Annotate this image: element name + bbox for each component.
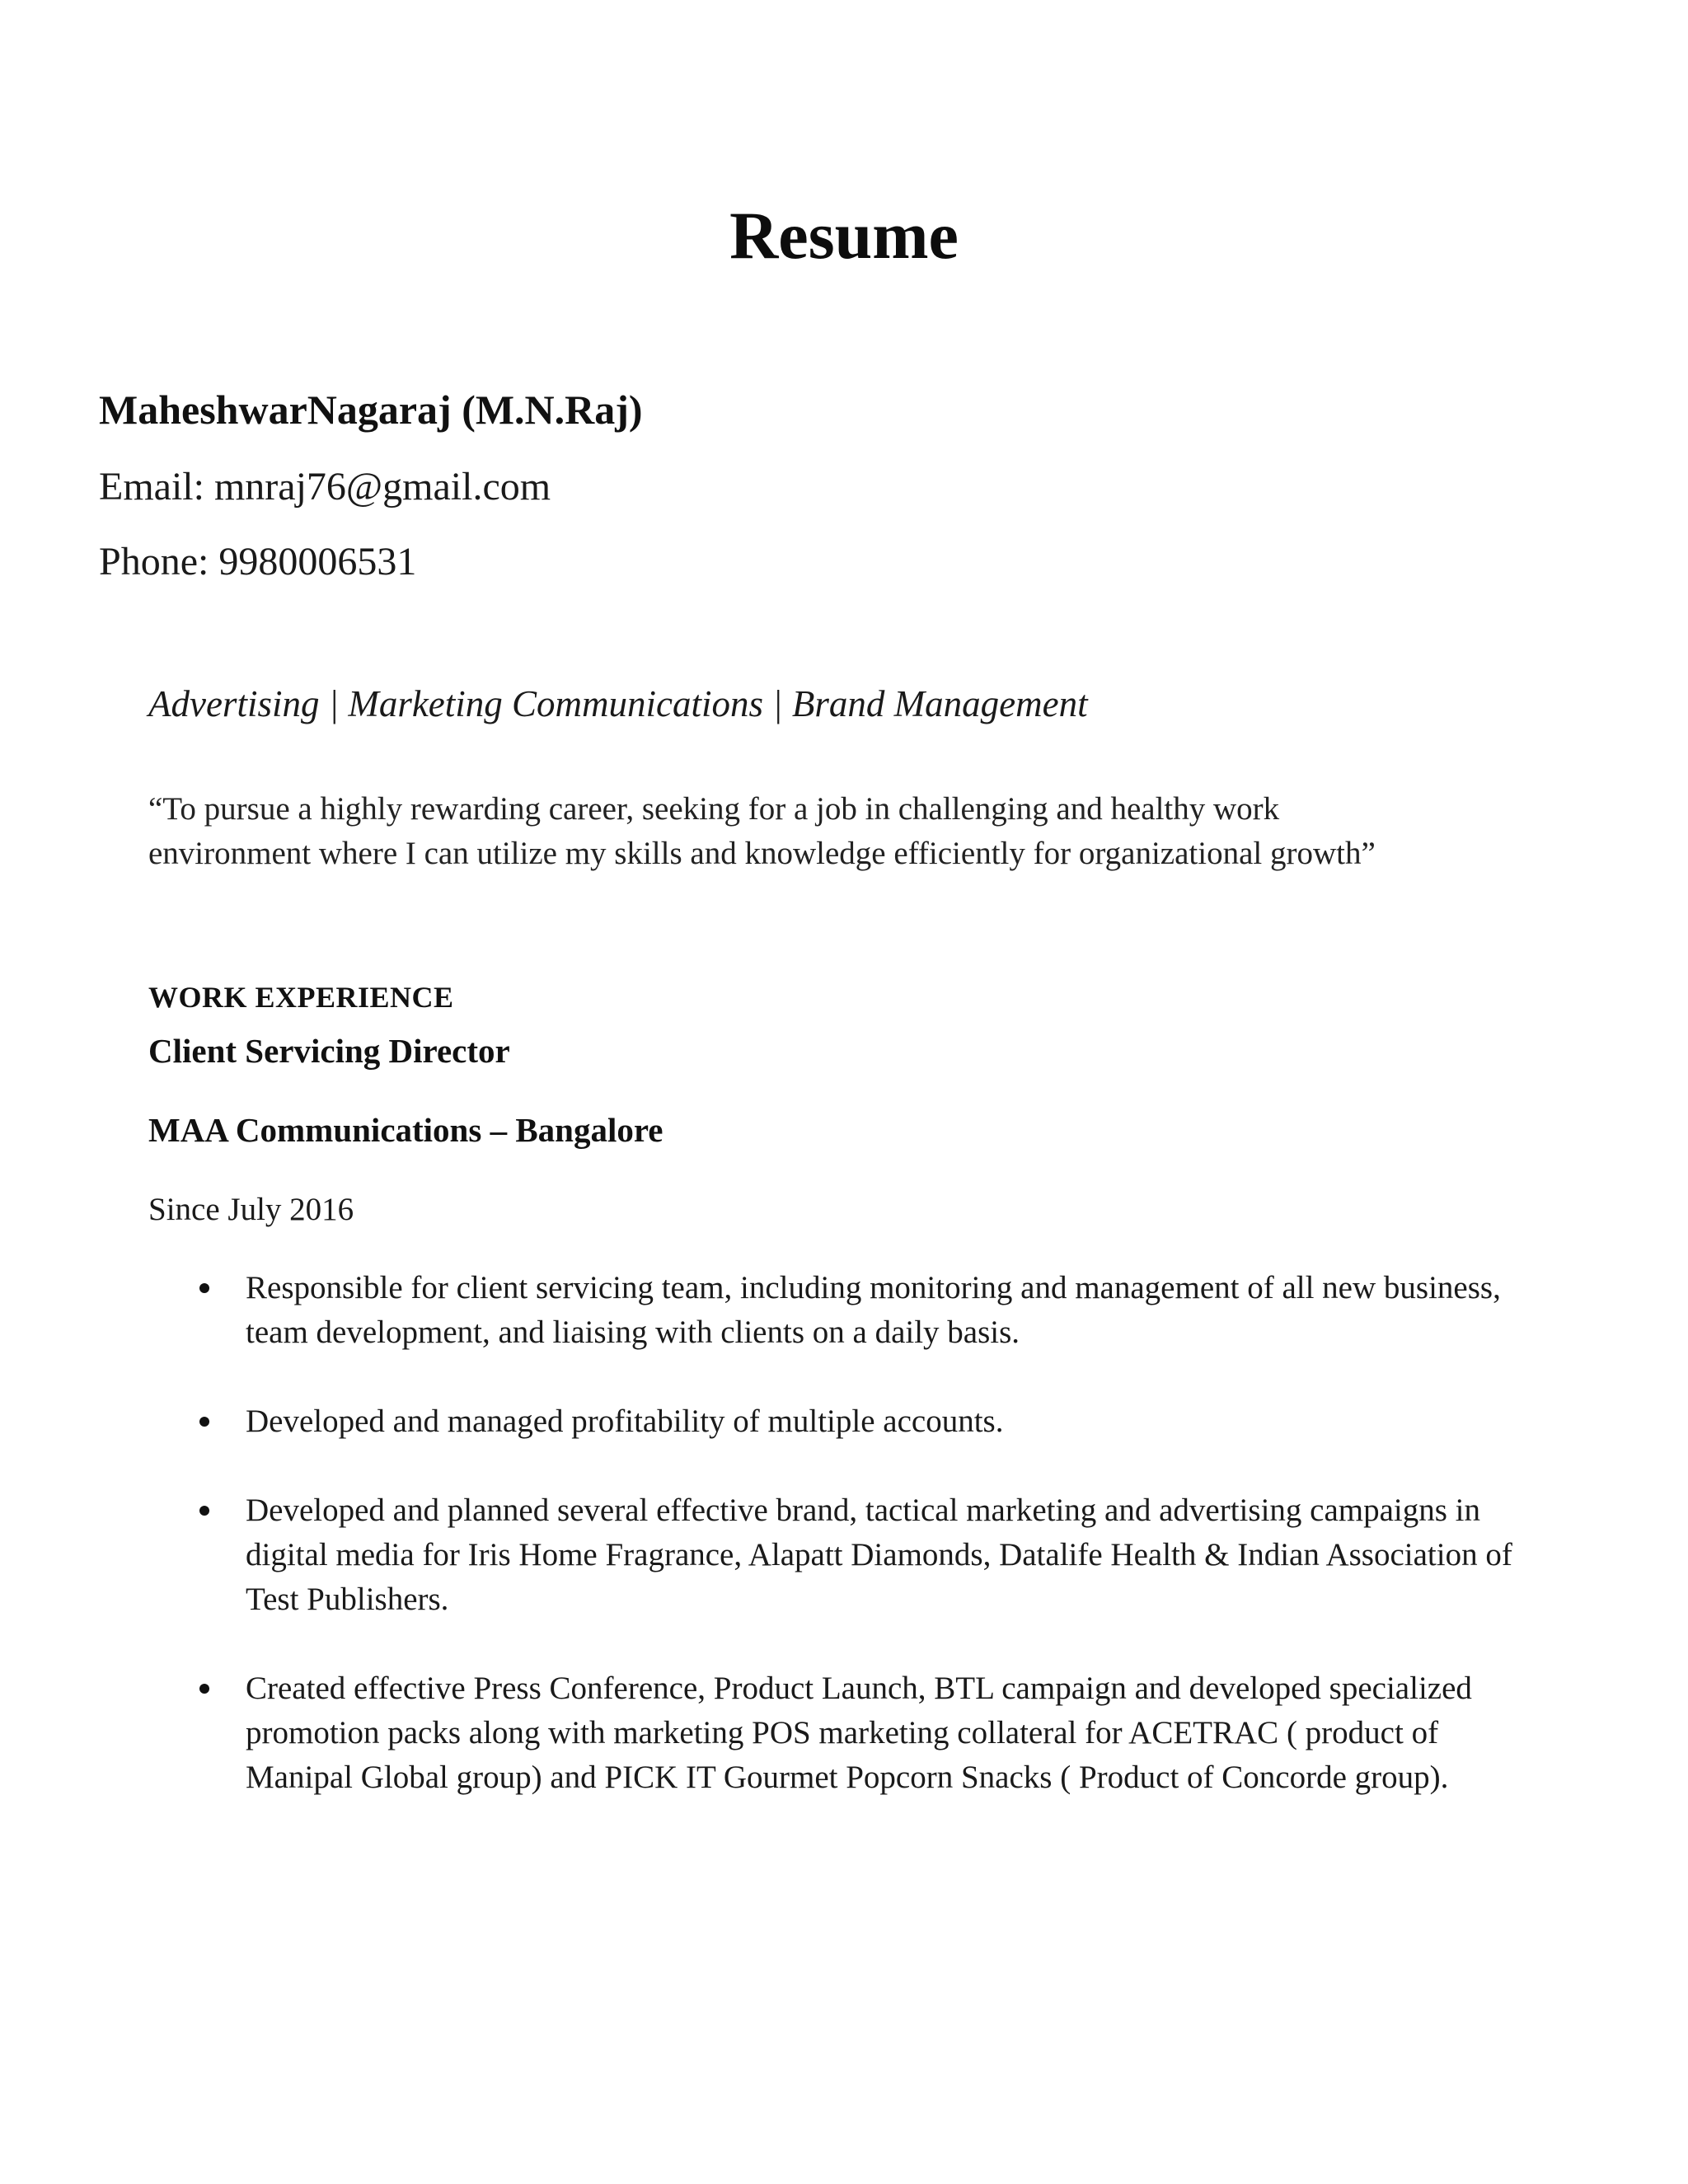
company-name: MAA Communications – Bangalore xyxy=(148,1111,663,1149)
responsibilities-list xyxy=(148,1266,1550,1844)
document-title: Resume xyxy=(729,198,959,273)
bullet-icon xyxy=(199,1506,209,1516)
list-item-text: Created effective Press Conference, Product Launch, BTL campaign and developed specialized promotion packs along with marketing POS marketing collateral for ACETRAC ( product of Manipal Global group) and PICK IT Gourmet Popcorn Snacks ( Product of Concorde group). xyxy=(246,1671,1472,1795)
bullet-icon xyxy=(199,1283,209,1293)
list-item xyxy=(148,1488,1550,1622)
list-item-text: Developed and managed profitability of multiple accounts. xyxy=(246,1404,1004,1439)
employment-period: Since July 2016 xyxy=(148,1192,354,1227)
professional-tagline: Advertising | Marketing Communications | Brand Management xyxy=(148,683,1088,724)
list-item-text: Developed and planned several effective brand, tactical marketing and advertising campaigns in digital media for Iris Home Fragrance, Alapatt Diamonds, Datalife Health & Indian Association of Test Publishers. xyxy=(246,1493,1512,1617)
list-item xyxy=(148,1666,1550,1800)
list-item-text: Responsible for client servicing team, including monitoring and management of all new business, team development, and liaising with clients on a daily basis. xyxy=(246,1270,1501,1350)
candidate-name: MaheshwarNagaraj (M.N.Raj) xyxy=(99,387,643,433)
list-item xyxy=(148,1266,1550,1355)
work-experience-heading: WORK EXPERIENCE xyxy=(148,981,454,1014)
job-title: Client Servicing Director xyxy=(148,1032,510,1070)
bullet-icon xyxy=(199,1417,209,1427)
email-line: Email: mnraj76@gmail.com xyxy=(99,465,551,509)
career-objective: “To pursue a highly rewarding career, seeking for a job in challenging and healthy work environment where I can utilize my skills and knowledge efficiently for organizational growth” xyxy=(148,791,1376,871)
list-item xyxy=(148,1399,1550,1444)
bullet-icon xyxy=(199,1684,209,1694)
phone-line: Phone: 9980006531 xyxy=(99,540,417,583)
